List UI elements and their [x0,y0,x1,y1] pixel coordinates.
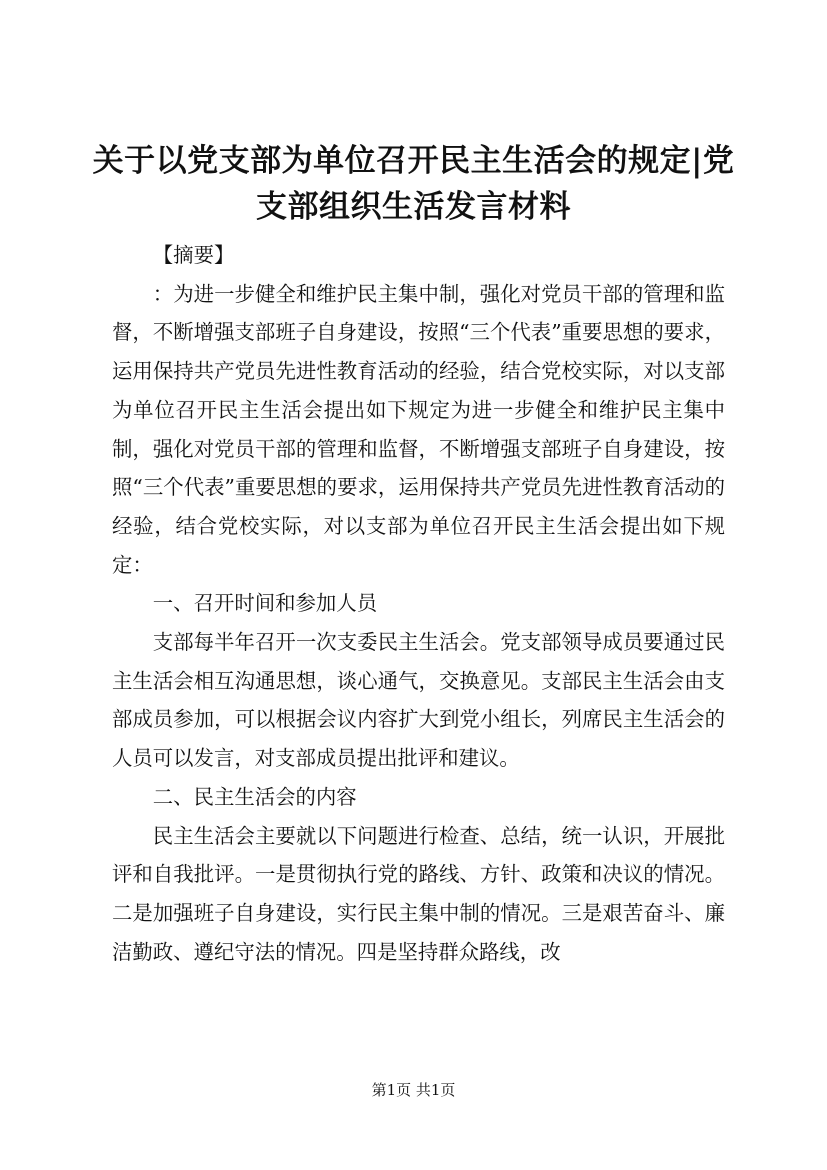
paragraph-intro: ：为进一步健全和维护民主集中制，强化对党员干部的管理和监督，不断增强支部班子自身建设，按照“三个代表”重要思想的要求，运用保持共产党员先进性教育活动的经验，结合党校实际，对以支部为单位召开民主生活会提出如下规定为进一步健全和维护民主集中制，强化对党员干部的管理和监督，不断增强支部班子自身建设，按照“三个代表”重要思想的要求，运用保持共产党员先进性教育活动的经验，结合党校实际，对以支部为单位召开民主生活会提出如下规定： [112,281,725,577]
document-body [112,236,725,971]
page-footer: 第1页 共1页 [371,1081,456,1099]
section-heading-2: 二、民主生活会的内容 [152,784,357,809]
document-title: 关于以党支部为单位召开民主生活会的规定|党支部组织生活发言材料 [92,143,735,225]
paragraph-section-2: 民主生活会主要就以下问题进行检查、总结，统一认识，开展批评和自我批评。一是贯彻执行党的路线、方针、政策和决议的情况。二是加强班子自身建设，实行民主集中制的情况。三是艰苦奋斗、廉洁勤政、遵纪守法的情况。四是坚持群众路线，改 [112,823,725,964]
section-heading-1: 一、召开时间和参加人员 [152,591,378,616]
abstract-heading: 【摘要】 [152,243,235,267]
paragraph-section-1: 支部每半年召开一次支委民主生活会。党支部领导成员要通过民主生活会相互沟通思想，谈心通气，交换意见。支部民主生活会由支部成员参加，可以根据会议内容扩大到党小组长，列席民主生活会的人员可以发言，对支部成员提出批评和建议。 [112,630,725,771]
